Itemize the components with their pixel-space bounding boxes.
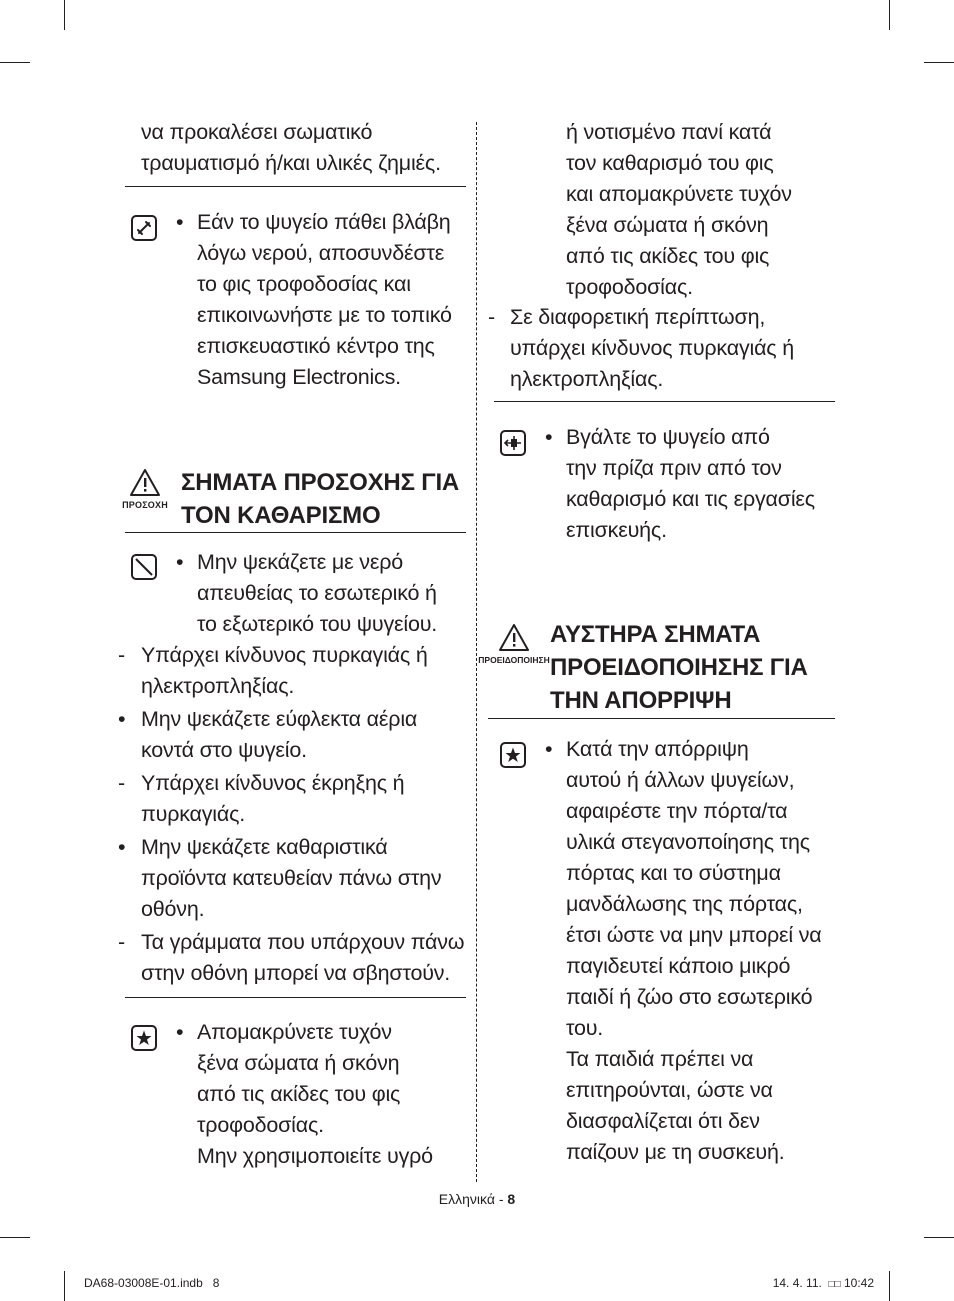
crop-mark (64, 1271, 65, 1301)
bullet-mark: • (118, 835, 126, 859)
crop-mark (0, 62, 30, 63)
text-line: λόγω νερού, αποσυνδέστε (197, 241, 445, 265)
text-line: Τα γράμματα που υπάρχουν πάνω (141, 930, 465, 954)
text-line: τραυματισμό ή/και υλικές ζημιές. (141, 151, 441, 175)
text-line: παίζουν με τη συσκευή. (566, 1140, 785, 1164)
crop-mark (889, 1271, 890, 1301)
text-line: Μην ψεκάζετε με νερό (197, 550, 404, 574)
text-line: πυρκαγιάς. (141, 802, 246, 826)
page-number: 8 (507, 1191, 516, 1207)
text-line: προϊόντα κατευθείαν πάνω στην (141, 866, 442, 890)
time-glyphs: □□ (828, 1279, 841, 1290)
text-line: στην οθόνη μπορεί να σβηστούν. (141, 961, 451, 985)
star-icon (131, 1025, 157, 1051)
divider-rule (125, 997, 466, 998)
print-time: 10:42 (843, 1276, 874, 1290)
prohibited-icon (131, 554, 157, 580)
text-line: υπάρχει κίνδυνος πυρκαγιάς ή (510, 336, 794, 360)
text-line: Βγάλτε το ψυγείο από (566, 425, 770, 449)
text-line: έτσι ώστε να μην μπορεί να (566, 923, 822, 947)
text-line: Μην χρησιμοποιείτε υγρό (197, 1144, 433, 1168)
bullet-mark: • (176, 550, 184, 574)
footer-language: Ελληνικά (438, 1191, 495, 1207)
text-line: υλικά στεγανοποίησης της (566, 830, 810, 854)
title-line: ΑΥΣΤΗΡΑ ΣΗΜΑΤΑ (550, 621, 761, 648)
text-line: και απομακρύνετε τυχόν (566, 182, 792, 206)
text-line: Σε διαφορετική περίπτωση, (510, 305, 766, 329)
text-line: τροφοδοσίας. (197, 1113, 324, 1137)
text-line: την πρίζα πριν από τον (566, 456, 782, 480)
text-line: διασφαλίζεται ότι δεν (566, 1109, 760, 1133)
text-line: ηλεκτροπληξίας. (510, 367, 664, 391)
title-line: ΤΟΝ ΚΑΘΑΡΙΣΜΟ (181, 502, 381, 529)
text-line: παιδί ή ζώο στο εσωτερικό (566, 985, 813, 1009)
print-date: 14. 4. 11. (772, 1276, 822, 1290)
text-line: επισκευής. (566, 518, 667, 542)
text-line: οθόνη. (141, 897, 205, 921)
title-line: ΣΗΜΑΤΑ ΠΡΟΣΟΧΗΣ ΓΙΑ (181, 469, 460, 496)
crop-mark (889, 0, 890, 30)
title-line: ΤΗΝ ΑΠΟΡΡΙΨΗ (550, 687, 732, 714)
text-line: Μην ψεκάζετε καθαριστικά (141, 835, 388, 859)
title-line: ΠΡΟΕΙΔΟΠΟΙΗΣΗΣ ΓΙΑ (550, 654, 808, 681)
section-rule (125, 532, 466, 533)
dash-mark: - (118, 930, 125, 954)
bullet-mark: • (118, 707, 126, 731)
file-name: DA68-03008E-01.indb (84, 1276, 203, 1290)
bullet-mark: • (545, 425, 553, 449)
file-page: 8 (212, 1276, 220, 1290)
text-line: ξένα σώματα ή σκόνη (566, 213, 769, 237)
print-timestamp (734, 1276, 874, 1290)
text-line: ξένα σώματα ή σκόνη (197, 1051, 400, 1075)
section-title-caution (181, 466, 471, 532)
text-line: Υπάρχει κίνδυνος έκρηξης ή (141, 771, 405, 795)
dash-mark: - (118, 643, 125, 667)
intro-text (141, 117, 471, 179)
crop-mark (924, 62, 954, 63)
text-line: Τα παιδιά πρέπει να (566, 1047, 754, 1071)
crop-mark (64, 0, 65, 30)
text-line: επιτηρούνται, ώστε να (566, 1078, 773, 1102)
divider-rule (494, 401, 835, 402)
text-line: Υπάρχει κίνδυνος πυρκαγιάς ή (141, 643, 428, 667)
text-line: καθαρισμό και τις εργασίες (566, 487, 815, 511)
bullet-mark: • (176, 210, 184, 234)
text-line: Μην ψεκάζετε εύφλεκτα αέρια (141, 707, 418, 731)
bullet-mark: • (545, 737, 553, 761)
star-icon (500, 742, 526, 768)
text-line: τροφοδοσίας. (566, 275, 693, 299)
text-line: από τις ακίδες του φις (566, 244, 770, 268)
section-title-disposal (550, 618, 840, 717)
text-line: να προκαλέσει σωματικό (141, 120, 373, 144)
text-line: απευθείας το εσωτερικό ή (197, 581, 437, 605)
text-line: το εξωτερικό του ψυγείου. (197, 612, 438, 636)
text-line: αφαιρέστε την πόρτα/τα (566, 799, 788, 823)
crop-mark (0, 1237, 30, 1238)
text-line: επικοινωνήστε με το τοπικό (197, 303, 452, 327)
text-line: πόρτας και το σύστημα (566, 861, 781, 885)
text-line: ή νοτισμένο πανί κατά (566, 120, 772, 144)
page-footer (0, 1191, 954, 1207)
dash-mark: - (488, 305, 495, 329)
divider-rule (125, 186, 466, 187)
continued-text (566, 117, 846, 303)
text-line: Samsung Electronics. (197, 365, 401, 389)
text-line: από τις ακίδες του φις (197, 1082, 401, 1106)
warning-triangle-icon (498, 623, 530, 657)
dash-mark: - (118, 771, 125, 795)
text-line: Κατά την απόρριψη (566, 737, 749, 761)
footer-separator: - (494, 1191, 508, 1207)
text-line: του. (566, 1016, 604, 1040)
text-line: επισκευαστικό κέντρο της (197, 334, 435, 358)
crop-mark (924, 1237, 954, 1238)
phone-icon (131, 215, 157, 241)
unplug-icon (500, 430, 526, 456)
warning-triangle-icon (129, 468, 161, 502)
section-rule (488, 718, 835, 719)
text-line: παγιδευτεί κάποιο μικρό (566, 954, 791, 978)
text-line: Απομακρύνετε τυχόν (197, 1020, 392, 1044)
caution-label: ΠΡΟΣΟΧΗ (122, 500, 168, 510)
text-line: το φις τροφοδοσίας και (197, 272, 411, 296)
bullet-mark: • (176, 1020, 184, 1044)
text-line: κοντά στο ψυγείο. (141, 738, 307, 762)
text-line: αυτού ή άλλων ψυγείων, (566, 768, 795, 792)
text-line: ηλεκτροπληξίας. (141, 674, 295, 698)
text-line: τον καθαρισμό του φις (566, 151, 774, 175)
text-line: μανδάλωσης της πόρτας, (566, 892, 803, 916)
print-file-info (84, 1276, 219, 1290)
text-line: Εάν το ψυγείο πάθει βλάβη (197, 210, 451, 234)
warning-label: ΠΡΟΕΙΔΟΠΟΙΗΣΗ (478, 655, 550, 665)
